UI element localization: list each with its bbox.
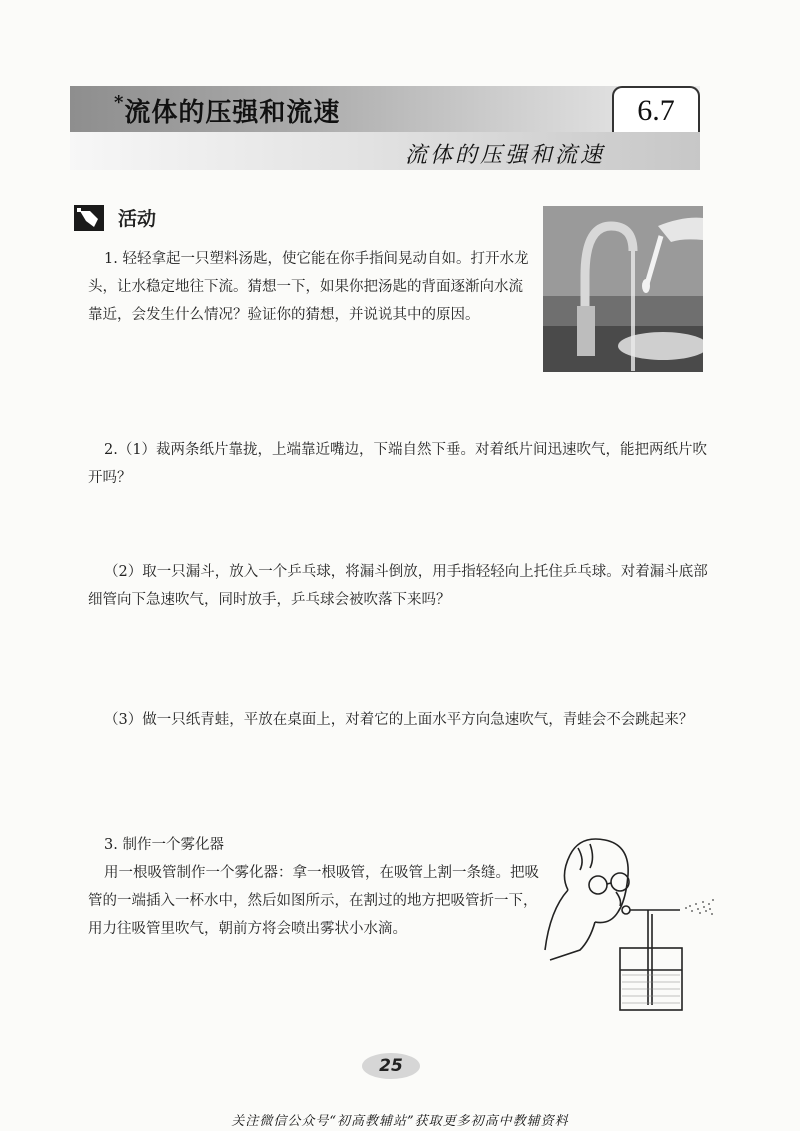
section-number: 6.7 <box>612 86 700 132</box>
activity-item-1: 1. 轻轻拿起一只塑料汤匙，使它能在你手指间晃动自如。打开水龙头，让水稳定地往下流。猜想一下，如果你把汤匙的背面逐渐向水流靠近，会发生什么情况？验证你的猜想，并说说其中的原因。 <box>88 251 529 323</box>
activity-item-2-2: （2）取一只漏斗，放入一个乒乓球，将漏斗倒放，用手指轻轻向上托住乒乓球。对着漏斗底部细管向下急速吹气，同时放手，乒乓球会被吹落下来吗？ <box>88 564 708 608</box>
activity-item-3-text: 用一根吸管制作一个雾化器：拿一根吸管，在吸管上割一条缝。把吸管的一端插入一杯水中，然后如图所示，在割过的地方把吸管折一下，用力往吸管里吹气，朝前方将会喷出雾状小水滴。 <box>88 865 539 937</box>
footer-note: 关注微信公众号“初高教辅站”获取更多初高中教辅资料 <box>231 1114 569 1129</box>
page-subtitle: 流体的压强和流速 <box>405 143 606 168</box>
optional-marker: * <box>114 92 125 113</box>
activity-item-2-1: 2.（1）裁两条纸片靠拢，上端靠近嘴边，下端自然下垂。对着纸片间迅速吹气，能把两纸片吹开吗？ <box>88 442 708 486</box>
activity-heading: 活动 <box>118 208 157 230</box>
activity-icon <box>74 205 104 231</box>
page-title <box>114 92 340 129</box>
faucet-spoon-photo <box>543 206 703 372</box>
activity-item-3-heading: 3. 制作一个雾化器 <box>104 837 224 853</box>
atomizer-illustration <box>540 830 715 1020</box>
page-number: 25 <box>362 1053 420 1079</box>
activity-item-2-3: （3）做一只纸青蛙，平放在桌面上，对着它的上面水平方向急速吹气，青蛙会不会跳起来？ <box>104 712 694 728</box>
page-title-text: 流体的压强和流速 <box>124 98 341 128</box>
header-subband <box>70 132 700 170</box>
